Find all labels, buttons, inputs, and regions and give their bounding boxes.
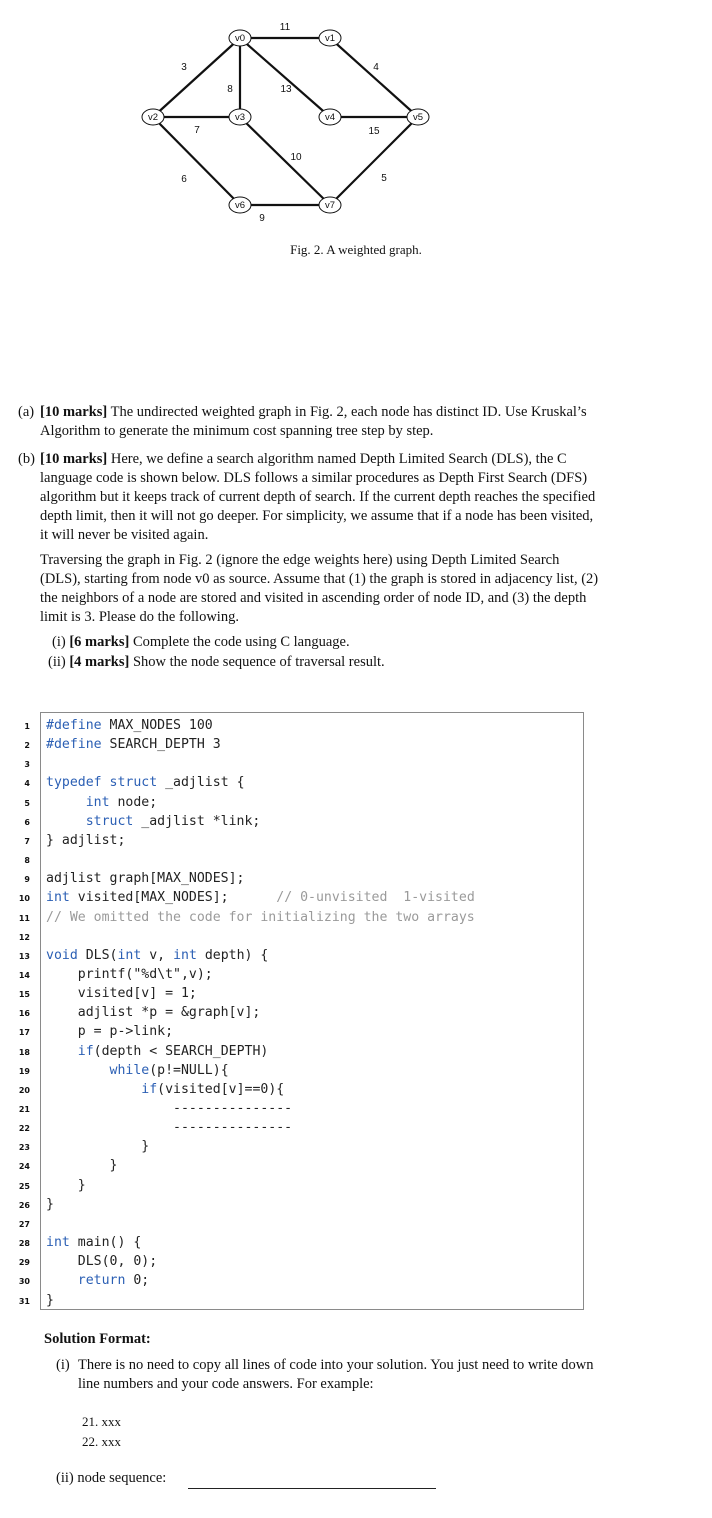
line-number: 21 — [18, 1105, 30, 1114]
svg-text:v7: v7 — [324, 200, 336, 211]
sub-text: Complete the code using C language. — [132, 634, 350, 650]
edge-weight: 10 — [290, 152, 302, 163]
line-number: 31 — [18, 1296, 30, 1306]
solution-item-ii: (ii) node sequence: — [56, 1470, 167, 1486]
subquestion-i — [52, 633, 350, 652]
line-number: 2 — [24, 741, 30, 751]
svg-text:v5: v5 — [412, 112, 424, 123]
part-label: (b) — [18, 451, 35, 467]
part-label: (a) — [18, 404, 35, 420]
marks-label: [6 marks] — [69, 634, 130, 650]
line-number: 22 — [18, 1124, 30, 1134]
line-number: 1 — [24, 722, 30, 731]
question-text: The undirected weighted graph in Fig. 2, each node has distinct ID. Use Kruskal’s Algorithm to generate the minimum cost spanning tree step by step. — [40, 404, 587, 439]
line-number: 18 — [18, 1047, 30, 1057]
solution-heading: Solution Format: — [44, 1331, 151, 1347]
subquestion-ii — [48, 653, 385, 672]
code-line: --------------- — [46, 1120, 293, 1136]
edge-weight: 5 — [381, 173, 387, 184]
code-line: p = p->link; — [46, 1024, 174, 1040]
code-line: return 0; — [77, 1273, 150, 1289]
line-number: 16 — [18, 1009, 30, 1019]
marks-label: [4 marks] — [69, 654, 130, 670]
svg-text:v6: v6 — [234, 200, 246, 211]
edge-weight: 3 — [181, 62, 187, 73]
example-line: 21. xxx — [82, 1414, 121, 1429]
line-number: 28 — [18, 1239, 30, 1249]
marks-label: [10 marks] — [40, 404, 108, 420]
question-part-b — [18, 450, 600, 545]
line-number: 6 — [24, 817, 30, 827]
code-line: } — [46, 1158, 118, 1174]
line-number: 26 — [18, 1200, 30, 1210]
code-line: } adjlist; — [46, 832, 126, 848]
question-text: Here, we define a search algorithm named Depth Limited Search (DLS), the C language code is shown below. DLS follows a similar procedures as Depth First Search (DFS) algorithm but it keeps track of current depth of search. If the current depth reaches the specified depth limit, then it will not go deeper. For simplicity, we assume that if a node has been visited, it will never be visited again. — [40, 451, 596, 543]
line-number: 11 — [18, 913, 30, 923]
edge-weight: 15 — [368, 126, 380, 137]
solution-text: There is no need to copy all lines of code into your solution. You just need to write down line numbers and your code answers. For example: — [78, 1357, 594, 1392]
graph-node — [229, 30, 251, 46]
solution-item-i — [56, 1356, 596, 1394]
code-line: int node; — [85, 794, 158, 810]
code-line: #define MAX_NODES 100 — [46, 718, 213, 733]
line-number: 10 — [18, 894, 30, 904]
line-number: 23 — [18, 1143, 30, 1153]
code-line: while(p!=NULL){ — [109, 1062, 229, 1078]
line-number: 19 — [18, 1066, 30, 1076]
code-line: if(visited[v]==0){ — [141, 1081, 285, 1097]
line-number: 25 — [18, 1181, 30, 1191]
svg-text:v0: v0 — [234, 33, 246, 44]
graph-node — [319, 109, 341, 125]
sub-text: Show the node sequence of traversal result. — [132, 654, 385, 670]
code-line: struct _adjlist *link; — [85, 813, 261, 829]
line-number: 9 — [24, 875, 30, 885]
line-number: 8 — [24, 856, 30, 866]
edge-weight: 6 — [181, 174, 187, 185]
line-number: 14 — [18, 970, 30, 980]
answer-blank — [188, 1488, 436, 1489]
graph-node — [319, 30, 341, 46]
code-line: int visited[MAX_NODES]; // 0-unvisited 1-visited — [46, 890, 475, 906]
line-number: 3 — [24, 760, 30, 770]
code-line: adjlist *p = &graph[v]; — [46, 1005, 261, 1021]
code-line: } — [46, 1177, 86, 1193]
line-number: 17 — [18, 1028, 30, 1038]
graph-node — [319, 197, 341, 213]
edge-weight: 13 — [280, 84, 292, 95]
svg-text:v1: v1 — [324, 33, 336, 44]
svg-text:v3: v3 — [234, 112, 246, 123]
code-line: adjlist graph[MAX_NODES]; — [46, 871, 245, 887]
code-line: void DLS(int v, int depth) { — [46, 947, 269, 963]
line-number: 29 — [18, 1258, 30, 1268]
line-number: 24 — [18, 1162, 30, 1172]
code-line: #define SEARCH_DEPTH 3 — [46, 737, 221, 753]
edge-weight: 11 — [279, 22, 291, 33]
weighted-graph-figure — [120, 10, 450, 230]
question-part-a — [18, 403, 600, 441]
svg-text:v2: v2 — [147, 112, 159, 123]
code-line: // We omitted the code for initializing the two arrays — [46, 909, 475, 925]
edge-weight: 7 — [194, 125, 200, 136]
line-number: 13 — [18, 951, 30, 961]
edge-weight: 8 — [227, 84, 233, 95]
figure-caption: Fig. 2. A weighted graph. — [290, 242, 422, 257]
code-line: visited[v] = 1; — [46, 986, 197, 1002]
edge-weight: 4 — [373, 62, 379, 73]
sub-label: (i) — [56, 1357, 70, 1373]
graph-node — [229, 109, 251, 125]
line-number: 5 — [24, 798, 30, 808]
graph-node — [407, 109, 429, 125]
graph-node — [142, 109, 164, 125]
sub-label: (i) — [52, 634, 66, 650]
line-number: 12 — [18, 932, 30, 942]
code-line: printf("%d\t",v); — [46, 966, 213, 982]
svg-text:v4: v4 — [324, 112, 336, 123]
line-number: 30 — [18, 1277, 30, 1287]
code-line: typedef struct _adjlist { — [46, 775, 245, 791]
graph-node — [229, 197, 251, 213]
code-line: --------------- — [46, 1101, 293, 1116]
line-number: 4 — [24, 779, 30, 789]
marks-label: [10 marks] — [40, 451, 108, 467]
line-number: 20 — [18, 1085, 30, 1095]
code-line: int main() { — [46, 1235, 142, 1251]
code-line: } — [46, 1292, 54, 1308]
example-line: 22. xxx — [82, 1434, 121, 1449]
line-number: 15 — [18, 990, 30, 1000]
sub-label: (ii) — [48, 654, 66, 670]
code-line: } — [46, 1139, 150, 1155]
edge-weight: 9 — [259, 213, 265, 224]
code-line: if(depth < SEARCH_DEPTH) — [77, 1043, 269, 1059]
line-number: 27 — [18, 1219, 30, 1229]
line-number: 7 — [24, 836, 30, 846]
question-part-b-paragraph: Traversing the graph in Fig. 2 (ignore the edge weights here) using Depth Limited Search (DLS), starting from node v0 as source. Assume that (1) the graph is stored in adjacency list, (2) the neighbors of a node are stored and visited in ascending order of node ID, and (3) the depth limit is 3. Please do the following. — [40, 552, 599, 625]
code-line: DLS(0, 0); — [46, 1254, 158, 1270]
code-line: } — [46, 1196, 54, 1212]
